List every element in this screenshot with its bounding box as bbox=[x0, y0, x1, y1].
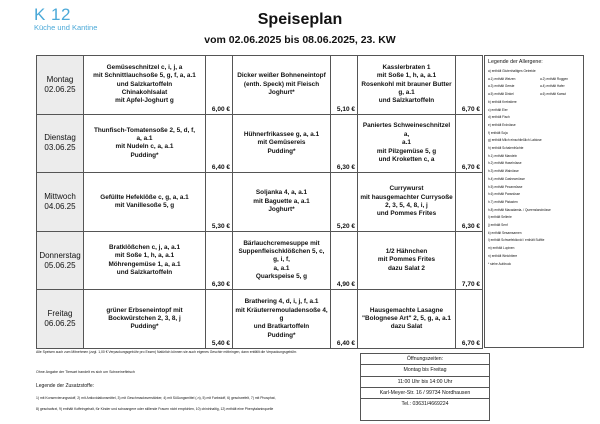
dish-line: Thunfisch-Tomatensoße 2, 5, d, f, bbox=[93, 126, 196, 134]
dish-line: und Salzkartoffeln bbox=[116, 268, 173, 276]
dish-line: Quarkspeise 5, g bbox=[255, 273, 308, 281]
dish-line: Hausgemachte Lasagne bbox=[369, 306, 444, 314]
allergen-item: a.2) enthält Roggen bbox=[540, 76, 568, 81]
day-cell bbox=[37, 173, 84, 232]
dish-cell bbox=[84, 56, 206, 115]
price-cell: 6,30 € bbox=[206, 231, 233, 290]
dish-cell bbox=[358, 231, 456, 290]
allergen-item: a) enthält Glutenhaltiges Getreide bbox=[488, 69, 536, 73]
menu-row bbox=[37, 231, 483, 290]
dish-line: mit Soße 1, h, a, a.1 bbox=[114, 252, 175, 260]
day-cell bbox=[37, 290, 84, 349]
day-cell bbox=[37, 56, 84, 115]
day-name: Donnerstag bbox=[39, 250, 81, 260]
dish-cell bbox=[358, 173, 456, 232]
dish-line: mit Gemüsereis bbox=[257, 139, 306, 147]
allergen-item: n) enthält Weichtiere bbox=[488, 253, 518, 258]
allergen-item: h.4) enthält Cashewnüsse bbox=[488, 176, 525, 181]
day-date: 02.06.25 bbox=[44, 84, 76, 94]
dish-line: und Kroketten c, a bbox=[378, 156, 435, 163]
price-cell: 6,70 € bbox=[456, 56, 483, 115]
day-name: Mittwoch bbox=[44, 191, 76, 201]
allergen-item: h.5) enthält Pecannüsse bbox=[488, 184, 523, 189]
price-cell: 7,70 € bbox=[456, 231, 483, 290]
dish-line: Chinakohlsalat bbox=[121, 89, 168, 96]
price-cell: 6,70 € bbox=[456, 290, 483, 349]
dish-line: 2, 3, 5, 4, 8, i, j bbox=[385, 201, 428, 209]
price-cell: 6,70 € bbox=[456, 114, 483, 173]
price-cell: 6,00 € bbox=[206, 56, 233, 115]
page-title: Speiseplan bbox=[257, 11, 343, 28]
opening-address: Karl-Meyer-Str. 16 / 99734 Nordhausen bbox=[361, 388, 489, 399]
menu-table bbox=[36, 55, 483, 349]
dish-line: Bratklößchen c, j, a, a.1 bbox=[108, 243, 181, 251]
allergen-item: h.7) enthält Pistazien bbox=[488, 199, 518, 204]
dish-line: Suppenfleischklößchen 5, c, g, i, f, bbox=[238, 247, 325, 264]
dish-line: mit Vanillesoße 5, g bbox=[114, 201, 175, 209]
allergen-item: a.3) enthält Gerste bbox=[488, 84, 515, 89]
price-cell: 6,40 € bbox=[206, 114, 233, 173]
dish-cell bbox=[84, 173, 206, 232]
opening-days: Montag bis Freitag bbox=[361, 365, 489, 376]
price-cell: 5,20 € bbox=[331, 173, 358, 232]
dish-line: und Bratkartoffeln bbox=[253, 323, 310, 331]
dish-line: und Salzkartoffeln bbox=[378, 97, 435, 105]
dish-cell bbox=[233, 290, 331, 349]
dish-line: und Salzkartoffeln bbox=[116, 80, 173, 88]
allergen-item: a.1) enthält Weizen bbox=[488, 76, 516, 81]
allergen-item: m) enthält Lupinen bbox=[488, 246, 515, 251]
allergen-item: a.5) enthält Dinkel bbox=[488, 92, 514, 97]
dish-line: Pudding* bbox=[130, 151, 159, 159]
dish-line: Hühnerfrikassee g, a, a.1 bbox=[243, 130, 320, 138]
allergen-item: b) enthält Krebstiere bbox=[488, 99, 517, 104]
allergen-item: h.1) enthält Mandeln bbox=[488, 153, 518, 158]
dish-line: Gemüseschnitzel c, i, j, a bbox=[106, 63, 183, 71]
dish-line: mit Nudeln c, a, a.1 bbox=[115, 143, 174, 151]
dish-cell bbox=[233, 114, 331, 173]
additives-line-2: 8) geschwärzt, 9) enthält Koffeingehalt, für Kinder und schwangere oder stillende Frauen nicht empfohlen, 10) chininhaltig, 12) enthält eine Phenylalaninquelle bbox=[36, 407, 274, 411]
allergen-legend bbox=[484, 55, 584, 348]
dish-cell bbox=[233, 56, 331, 115]
dish-line: Currywurst bbox=[389, 185, 424, 193]
dish-cell bbox=[84, 290, 206, 349]
dish-line: Pudding* bbox=[267, 147, 296, 155]
allergen-item: c) enthält Eier bbox=[488, 107, 508, 112]
dish-line: mit hausgemachter Currysoße bbox=[360, 193, 453, 201]
allergen-item: h.8) enthält Macadamia- / Queenslandnüsse bbox=[488, 207, 551, 212]
dish-line: Bärlauchcremesuppe mit bbox=[243, 239, 320, 247]
day-date: 05.06.25 bbox=[44, 260, 76, 270]
dish-line: dazu Salat bbox=[390, 323, 423, 331]
additives-line-1: 1) mit Konservierungsstoff, 2) mit Antioxidationsmittel, 3) mit Geschmacksverstärker, 4) mit Süßungsmittel (-n), 5) mit Farbstoff, 6) geschwefelt, 7) mit Phosphat, bbox=[36, 396, 276, 400]
day-name: Freitag bbox=[47, 309, 73, 319]
allergen-item: h.6) enthält Paranüsse bbox=[488, 192, 521, 197]
dish-cell bbox=[233, 173, 331, 232]
logo-main: K 12 bbox=[34, 5, 71, 24]
allergen-item: h.3) enthält Walnüsse bbox=[488, 169, 519, 174]
dish-cell bbox=[84, 114, 206, 173]
allergen-item: i) enthält Sellerie bbox=[488, 215, 512, 220]
dish-line: Möhrengemüse 1, a, a.1 bbox=[108, 260, 181, 268]
price-cell: 6,40 € bbox=[331, 290, 358, 349]
dish-line: grüner Erbseneintopf mit bbox=[106, 306, 183, 314]
price-cell: 6,30 € bbox=[331, 114, 358, 173]
day-date: 06.06.25 bbox=[44, 319, 76, 329]
dish-line: mit Pilzgemüse 5, g bbox=[376, 147, 437, 155]
opening-hours-box bbox=[360, 353, 490, 421]
dish-line: (enth. Speck) mit Fleisch bbox=[243, 80, 320, 88]
menu-row bbox=[37, 114, 483, 173]
allergen-item: g) enthält Milch einschließlich Laktose bbox=[488, 138, 542, 143]
day-cell bbox=[37, 114, 84, 173]
dish-line: Soljanka 4, a, a.1 bbox=[255, 189, 308, 197]
dish-line: Dicker weißer Bohneneintopf bbox=[237, 72, 326, 80]
day-cell bbox=[37, 231, 84, 290]
dish-line: a, a.1 bbox=[136, 134, 153, 142]
dish-line: Rosenkohl mit brauner Butter bbox=[361, 80, 452, 88]
day-date: 04.06.25 bbox=[44, 201, 76, 211]
allergen-legend-title: Legende der Allergene: bbox=[488, 59, 543, 65]
dish-line: Joghurt* bbox=[268, 206, 295, 214]
allergen-item: e) enthält Erdnüsse bbox=[488, 122, 516, 127]
menu-row bbox=[37, 56, 483, 115]
price-cell: 5,30 € bbox=[206, 173, 233, 232]
day-name: Montag bbox=[46, 74, 74, 84]
dish-line: dazu Salat 2 bbox=[388, 264, 425, 272]
allergen-list bbox=[488, 68, 580, 268]
dish-cell bbox=[233, 231, 331, 290]
dish-cell bbox=[358, 56, 456, 115]
opening-time: 11:00 Uhr bis 14:00 Uhr bbox=[361, 377, 489, 388]
price-cell: 5,10 € bbox=[331, 56, 358, 115]
logo-sub: Küche und Kantine bbox=[34, 23, 98, 32]
dish-line: Pudding* bbox=[267, 331, 296, 339]
allergen-item: h.2) enthält Haselnüsse bbox=[488, 161, 522, 166]
dish-cell bbox=[358, 114, 456, 173]
dish-line: mit Soße 1, h, a, a.1 bbox=[376, 72, 437, 80]
allergen-item: k) enthält Sesamsamen bbox=[488, 230, 522, 235]
dish-line: mit Apfel-Joghurt g bbox=[115, 97, 174, 105]
meat-note: Ohne Angabe der Tiersart handelt es sich um Schweinefleisch bbox=[36, 370, 135, 374]
price-cell: 5,40 € bbox=[206, 290, 233, 349]
dish-line: Brathering 4, d, i, j, f, a.1 bbox=[244, 298, 319, 306]
allergen-item: l) enthält Schwefeldioxid / enthält Sulfite bbox=[488, 238, 545, 243]
dish-cell bbox=[84, 231, 206, 290]
price-cell: 6,30 € bbox=[456, 173, 483, 232]
page-subtitle: vom 02.06.2025 bis 08.06.2025, 23. KW bbox=[204, 34, 396, 46]
dish-line: mit Baguette a, a.1 bbox=[253, 197, 310, 205]
menu-row bbox=[37, 290, 483, 349]
menu-row bbox=[37, 173, 483, 232]
opening-phone: Tel.: 03631/4669224 bbox=[401, 401, 449, 408]
dish-cell bbox=[358, 290, 456, 349]
dish-line: und Pommes Frites bbox=[376, 210, 437, 218]
allergen-item: * siehe Aufdruck bbox=[488, 261, 512, 266]
dish-line: Paniertes Schweineschnitzel a, bbox=[362, 122, 451, 138]
dish-line: a, a.1 bbox=[273, 264, 290, 272]
dish-line: a.1 bbox=[402, 139, 411, 147]
dish-line: Kasslerbraten 1 bbox=[382, 63, 431, 71]
day-date: 03.06.25 bbox=[44, 143, 76, 153]
dish-line: Bockwürstchen 2, 3, 8, j bbox=[108, 314, 181, 322]
additives-title: Legende der Zusatzstoffe: bbox=[36, 383, 95, 389]
allergen-item: a.6) enthält Kamut bbox=[540, 92, 567, 97]
allergen-item: a.4) enthält Hafer bbox=[540, 84, 565, 89]
dish-line: mit Kräuterremouladensoße 4, g bbox=[235, 306, 328, 322]
dish-line: 1/2 Hähnchen bbox=[385, 247, 428, 255]
price-cell: 4,90 € bbox=[331, 231, 358, 290]
day-name: Dienstag bbox=[44, 133, 76, 143]
dish-line: Gefüllte Hefeklöße c, g, a, a.1 bbox=[100, 193, 189, 201]
allergen-item: f) enthält Soja bbox=[488, 130, 508, 135]
allergen-item: h) enthält Schalenfrüchte bbox=[488, 146, 524, 151]
dish-line: Pudding* bbox=[130, 323, 159, 331]
dish-line: mit Schnittlauchsoße 5, g, f, a, a.1 bbox=[93, 72, 196, 80]
dish-line: g, a.1 bbox=[398, 89, 415, 96]
dish-line: Joghurt* bbox=[268, 89, 295, 96]
allergen-item: d) enthält Fisch bbox=[488, 115, 510, 120]
opening-title: Öffnungszeiten: bbox=[361, 354, 489, 365]
allergen-item: j) enthält Senf bbox=[488, 223, 508, 228]
dish-line: "Bolognese Art" 2, 5, g, a, a.1 bbox=[362, 314, 451, 322]
takeaway-footnote: Alle Speisen auch zum Mitnehmen (zzgl. 1,00 € Verpackungsgebühr pro Essen) Natürlich können sie auch eigenes Geschirr mitbringen, dann entfällt die Verpackungsgebühr. bbox=[36, 350, 298, 354]
dish-line: mit Pommes Frites bbox=[377, 256, 436, 264]
